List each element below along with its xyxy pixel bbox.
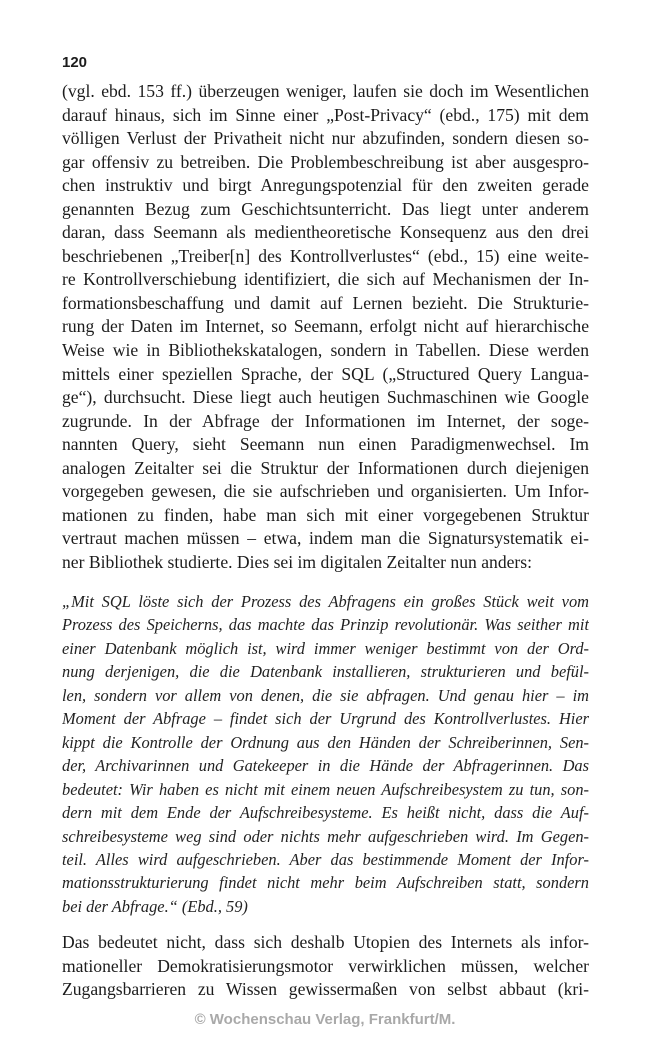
- text-line: „Mit SQL löste sich der Prozess des Abfragens ein großes Stück weit vom: [62, 592, 589, 611]
- text-line: re Kontrollverschiebung identifiziert, die sich auf Mechanismen der In-: [62, 269, 589, 290]
- text-line: formationsbeschaffung und damit auf Lernen bezieht. Die Strukturie-: [62, 292, 589, 313]
- text-line: einer Datenbank möglich ist, wird immer weniger bestimmt von der Ord-: [62, 638, 589, 658]
- text-line: schreibesysteme weg sind oder nichts mehr aufgeschrieben wird. Im Gegen-: [62, 826, 589, 846]
- text-line: Moment der Abfrage – findet sich der Urgrund des Kontrollverlustes. Hier: [62, 709, 589, 729]
- text-line: vorgegeben gewesen, die sie aufschrieben und organisierten. Um Infor-: [62, 481, 589, 502]
- text-line: kippt die Kontrolle der Ordnung aus den Händen der Schreiberinnen, Sen-: [62, 732, 589, 752]
- text-line: mationsstrukturierung findet nicht mehr beim Aufschreiben statt, sondern: [62, 873, 589, 893]
- text-line: Prozess des Speicherns, das machte das Prinzip revolutionär. Was seither mit: [62, 615, 589, 635]
- text-line: gar offensiv zu betreiben. Die Problembeschreibung ist aber ausgespro-: [62, 151, 589, 172]
- text-line: beschriebenen „Treiber[n] des Kontrollverlustes“ (ebd., 15) eine weite-: [62, 245, 589, 266]
- text-line: mittels einer speziellen Sprache, der SQL („Structured Query Langua-: [62, 363, 589, 384]
- text-line: genannten Bezug zum Geschichtsunterricht. Das liegt unter anderem: [62, 198, 589, 219]
- text-line: Weise wie in Bibliothekskatalogen, sondern in Tabellen. Diese werden: [62, 340, 589, 361]
- text-line: len, sondern vor allem von denen, die sie abfragen. Und genau hier – im: [62, 685, 589, 705]
- text-line: völligen Verlust der Privatheit nicht nur abzufinden, sondern diesen so-: [62, 128, 589, 149]
- text-line: vertraut machen müssen – etwa, indem man die Signatursystematik ei-: [62, 528, 589, 549]
- text-line: nannten Query, sieht Seemann nun einen Paradigmenwechsel. Im: [62, 434, 589, 455]
- text-line: zugrunde. In der Abfrage der Informationen im Internet, der soge-: [62, 410, 589, 431]
- text-line: mationen zu finden, habe man sich mit einer vorgegebenen Struktur: [62, 504, 589, 525]
- text-line: dern mit dem Ende der Aufschreibesysteme. Es heißt nicht, dass die Auf-: [62, 803, 589, 823]
- text-line: analogen Zeitalter sei die Struktur der Informationen durch diejenigen: [62, 457, 589, 478]
- text-line: rung der Daten im Internet, so Seemann, erfolgt nicht auf hierarchische: [62, 316, 589, 337]
- body-paragraph-1: [62, 80, 589, 574]
- text-line: chen instruktiv und birgt Anregungspotenzial für den zweiten gerade: [62, 175, 589, 196]
- copyright-footer: © Wochenschau Verlag, Frankfurt/M.: [194, 1011, 456, 1028]
- text-line: der, Archivarinnen und Gatekeeper in die Hände der Abfragerinnen. Das: [62, 756, 589, 776]
- body-paragraph-2: [62, 931, 589, 1002]
- text-line: daran, dass Seemann als medientheoretische Konsequenz aus den drei: [62, 222, 589, 243]
- text-line: teil. Alles wird aufgeschrieben. Aber das bestimmende Moment der Infor-: [62, 849, 589, 869]
- block-quote: [62, 590, 589, 918]
- text-line: Zugangsbarrieren zu Wissen gewissermaßen von selbst abbaut (kri-: [62, 979, 589, 1000]
- text-line: ge“), durchsucht. Diese liegt auch heutigen Suchmaschinen wie Google: [62, 387, 589, 408]
- text-line: ner Bibliothek studierte. Dies sei im digitalen Zeitalter nun anders:: [62, 551, 533, 572]
- text-line: nung derjenigen, die die Datenbank installieren, strukturieren und befül-: [62, 662, 589, 682]
- page-number: 120: [62, 54, 88, 71]
- text-line: (vgl. ebd. 153 ff.) überzeugen weniger, laufen sie doch im Wesentlichen: [62, 81, 589, 101]
- text-line: darauf hinaus, sich im Sinne einer „Post-Privacy“ (ebd., 175) mit dem: [62, 104, 589, 125]
- text-line: bedeutet: Wir haben es nicht mit einem neuen Aufschreibesystem zu tun, son-: [62, 779, 589, 799]
- text-line: Das bedeutet nicht, dass sich deshalb Utopien des Internets als infor-: [62, 932, 589, 952]
- text-line: mationeller Demokratisierungsmotor verwirklichen müssen, welcher: [62, 955, 589, 976]
- text-line: bei der Abfrage.“ (Ebd., 59): [62, 896, 248, 916]
